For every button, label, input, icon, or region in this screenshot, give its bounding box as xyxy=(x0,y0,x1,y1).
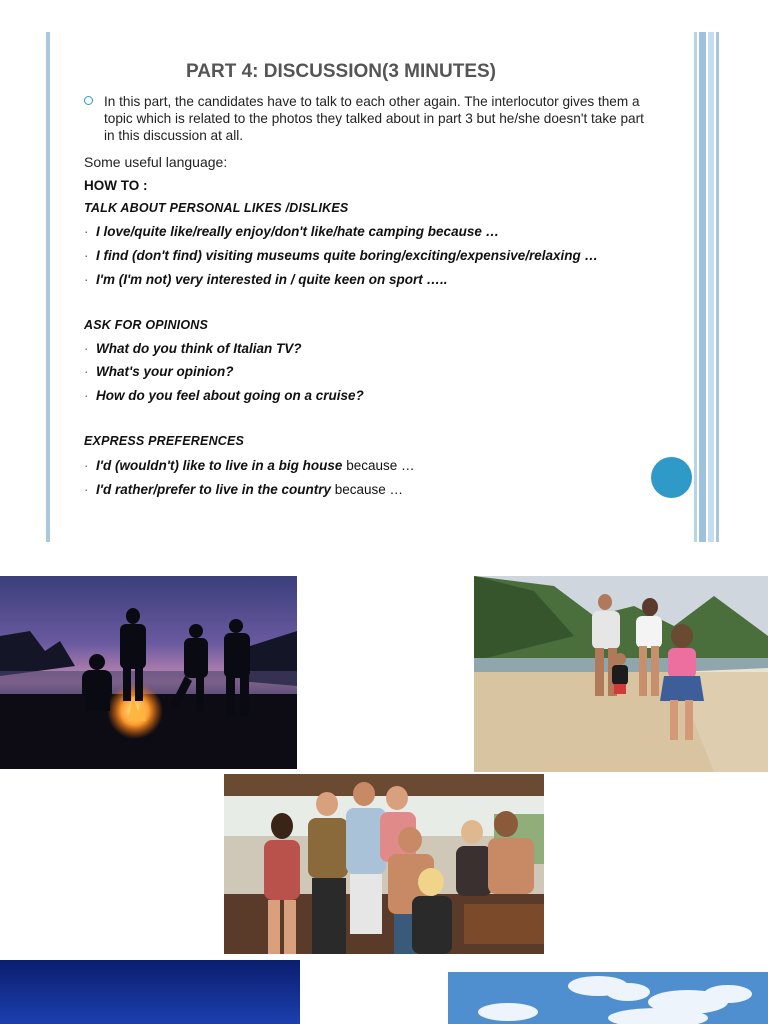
item-text: I love/quite like/really enjoy/don't like/hate camping because … xyxy=(96,224,500,239)
intro-text: In this part, the candidates have to talk to each other again. The interlocutor gives them a topic which is related to the photos they talked about in part 3 but he/she doesn't take part in this discussion at all. xyxy=(104,94,644,143)
bullet-icon: · xyxy=(84,248,89,263)
how-to-heading: HOW TO : xyxy=(84,178,148,193)
section-heading-preferences: EXPRESS PREFERENCES xyxy=(84,434,245,448)
intro-paragraph xyxy=(84,93,654,144)
section-heading-likes: TALK ABOUT PERSONAL LIKES /DISLIKES xyxy=(84,201,349,215)
night-sky-photo xyxy=(0,960,300,1024)
item-text: I'd (wouldn't) like to live in a big house xyxy=(96,458,343,473)
list-item xyxy=(84,341,302,356)
section-heading-opinions: ASK FOR OPINIONS xyxy=(84,318,209,332)
bullet-icon: · xyxy=(84,458,89,473)
campfire-photo xyxy=(0,576,297,769)
useful-language-label: Some useful language: xyxy=(84,154,228,170)
list-item xyxy=(84,482,403,497)
item-suffix: because … xyxy=(342,458,415,473)
group-friends-photo xyxy=(224,774,544,954)
bullet-icon: · xyxy=(84,388,89,403)
beach-family-photo xyxy=(474,576,768,772)
item-text: What's your opinion? xyxy=(96,364,234,379)
bullet-icon: · xyxy=(84,272,89,287)
item-text: What do you think of Italian TV? xyxy=(96,341,302,356)
list-item xyxy=(84,364,233,379)
list-item xyxy=(84,388,364,403)
item-text: I'm (I'm not) very interested in / quite keen on sport ….. xyxy=(96,272,448,287)
right-band-decoration xyxy=(694,32,724,542)
list-item xyxy=(84,224,499,239)
item-text: I'd rather/prefer to live in the country xyxy=(96,482,332,497)
circle-bullet-icon xyxy=(84,96,93,105)
item-text: I find (don't find) visiting museums quite boring/exciting/expensive/relaxing … xyxy=(96,248,599,263)
item-text: How do you feel about going on a cruise? xyxy=(96,388,364,403)
slide-title: PART 4: DISCUSSION(3 MINUTES) xyxy=(186,61,497,82)
bullet-icon: · xyxy=(84,341,89,356)
bullet-icon: · xyxy=(84,482,89,497)
circle-decoration xyxy=(651,457,692,498)
bullet-icon: · xyxy=(84,364,89,379)
list-item xyxy=(84,272,447,287)
item-suffix: because … xyxy=(331,482,404,497)
list-item xyxy=(84,248,598,263)
bullet-icon: · xyxy=(84,224,89,239)
list-item xyxy=(84,458,414,473)
left-rule-decoration xyxy=(46,32,50,542)
cloudy-sky-photo xyxy=(448,972,768,1024)
